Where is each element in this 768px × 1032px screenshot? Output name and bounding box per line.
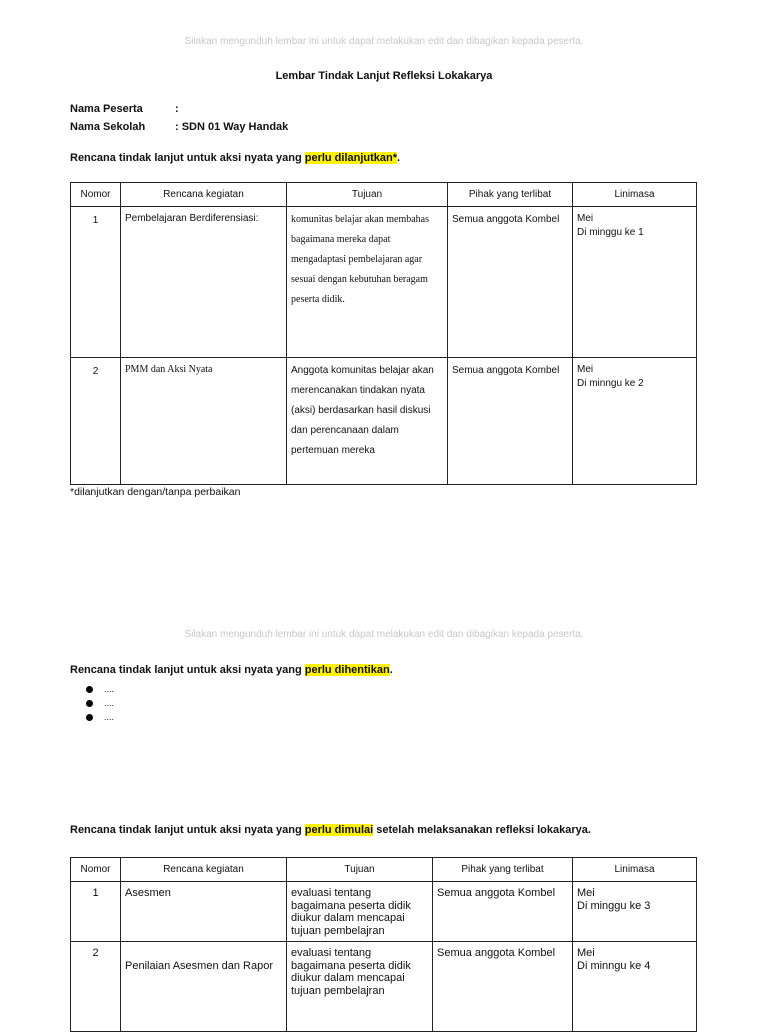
list-item-text: .... [104,698,115,708]
cell-linimasa [573,207,697,358]
header-nomor: Nomor [71,858,121,882]
heading-dilanjutkan-suffix: . [397,152,401,164]
cell-tujuan: evaluasi tentang bagaimana peserta didik diukur dalam mencapai tujuan pembelajran [287,942,433,1032]
cell-tujuan: evaluasi tentang bagaimana peserta didik diukur dalam mencapai tujuan pembelajran [287,882,433,942]
list-item [86,697,114,711]
header-tujuan: Tujuan [287,183,448,207]
header-nomor: Nomor [71,183,121,207]
header-rencana-kegiatan: Rencana kegiatan [121,183,287,207]
linimasa-week: Di minggu ke 3 [577,899,651,912]
header-tujuan: Tujuan [287,858,433,882]
list-item [86,683,114,697]
header-linimasa: Linimasa [573,183,697,207]
heading-dimulai [70,824,591,836]
cell-kegiatan: Asesmen [121,882,287,942]
heading-dihentikan [70,664,393,676]
heading-dimulai-suffix: setelah melaksanakan refleksi lokakarya. [373,824,591,836]
cell-tujuan: komunitas belajar akan membahas bagaimana mereka dapat mengadaptasi pembelajaran agar sesuai dengan kebutuhan beragam peserta didik. [287,207,448,358]
heading-dihentikan-suffix: . [389,664,393,676]
header-pihak: Pihak yang terlibat [448,183,573,207]
dihentikan-list [86,683,114,725]
cell-pihak: Semua anggota Kombel [448,207,573,358]
linimasa-month: Mei [577,947,595,959]
nama-sekolah-label: Nama Sekolah [70,121,146,133]
cell-linimasa [573,942,697,1032]
highlight-dimulai: perlu dimulai [304,824,374,836]
heading-dilanjutkan [70,152,400,164]
list-item [86,711,114,725]
bullet-icon [86,714,93,721]
highlight-dihentikan: perlu dihentikan [304,664,390,676]
cell-nomor: 1 [71,882,121,942]
nama-sekolah-value: : SDN 01 Way Handak [175,121,289,133]
table-dimulai [70,857,697,1032]
linimasa-week: Di minngu ke 2 [577,378,644,389]
header-linimasa: Linimasa [573,858,697,882]
watermark-note-middle: Silakan mengunduh lembar ini untuk dapat melakukan edit dan dibagikan kepada peserta. [184,629,584,640]
nama-peserta-value: : [175,103,179,115]
heading-dihentikan-prefix: Rencana tindak lanjut untuk aksi nyata yang [70,664,305,676]
nama-peserta-label: Nama Peserta [70,103,143,115]
cell-nomor: 2 [71,942,121,1032]
table-row [71,358,697,485]
cell-pihak: Semua anggota Kombel [433,942,573,1032]
cell-nomor: 2 [71,358,121,485]
linimasa-month: Mei [577,887,595,899]
cell-pihak: Semua anggota Kombel [433,882,573,942]
table-header-row [71,858,697,882]
header-pihak: Pihak yang terlibat [433,858,573,882]
bullet-icon [86,700,93,707]
table-row [71,942,697,1032]
cell-tujuan: Anggota komunitas belajar akan merencanakan tindakan nyata (aksi) berdasarkan hasil diskusi dan perencanaan dalam pertemuan mereka [287,358,448,485]
footnote-dilanjutkan: *dilanjutkan dengan/tanpa perbaikan [70,486,241,498]
highlight-dilanjutkan: perlu dilanjutkan* [304,152,398,164]
cell-linimasa [573,882,697,942]
cell-linimasa [573,358,697,485]
table-dilanjutkan [70,182,697,485]
linimasa-month: Mei [577,213,594,224]
list-item-text: .... [104,712,115,722]
linimasa-month: Mei [577,364,594,375]
cell-pihak: Semua anggota Kombel [448,358,573,485]
heading-dilanjutkan-prefix: Rencana tindak lanjut untuk aksi nyata yang [70,152,305,164]
header-rencana-kegiatan: Rencana kegiatan [121,858,287,882]
list-item-text: .... [104,684,115,694]
cell-kegiatan: Pembelajaran Berdiferensiasi: [121,207,287,358]
table-header-row [71,183,697,207]
linimasa-week: Di minngu ke 4 [577,959,651,972]
cell-kegiatan: Penilaian Asesmen dan Rapor [121,942,287,1032]
linimasa-week: Di minggu ke 1 [577,227,644,238]
cell-nomor: 1 [71,207,121,358]
table-row [71,207,697,358]
cell-kegiatan: PMM dan Aksi Nyata [121,358,287,485]
bullet-icon [86,686,93,693]
heading-dimulai-prefix: Rencana tindak lanjut untuk aksi nyata yang [70,824,305,836]
watermark-note-top: Silakan mengunduh lembar ini untuk dapat melakukan edit dan dibagikan kepada peserta. [184,36,584,47]
table-row [71,882,697,942]
page-title: Lembar Tindak Lanjut Refleksi Lokakarya [275,70,493,82]
